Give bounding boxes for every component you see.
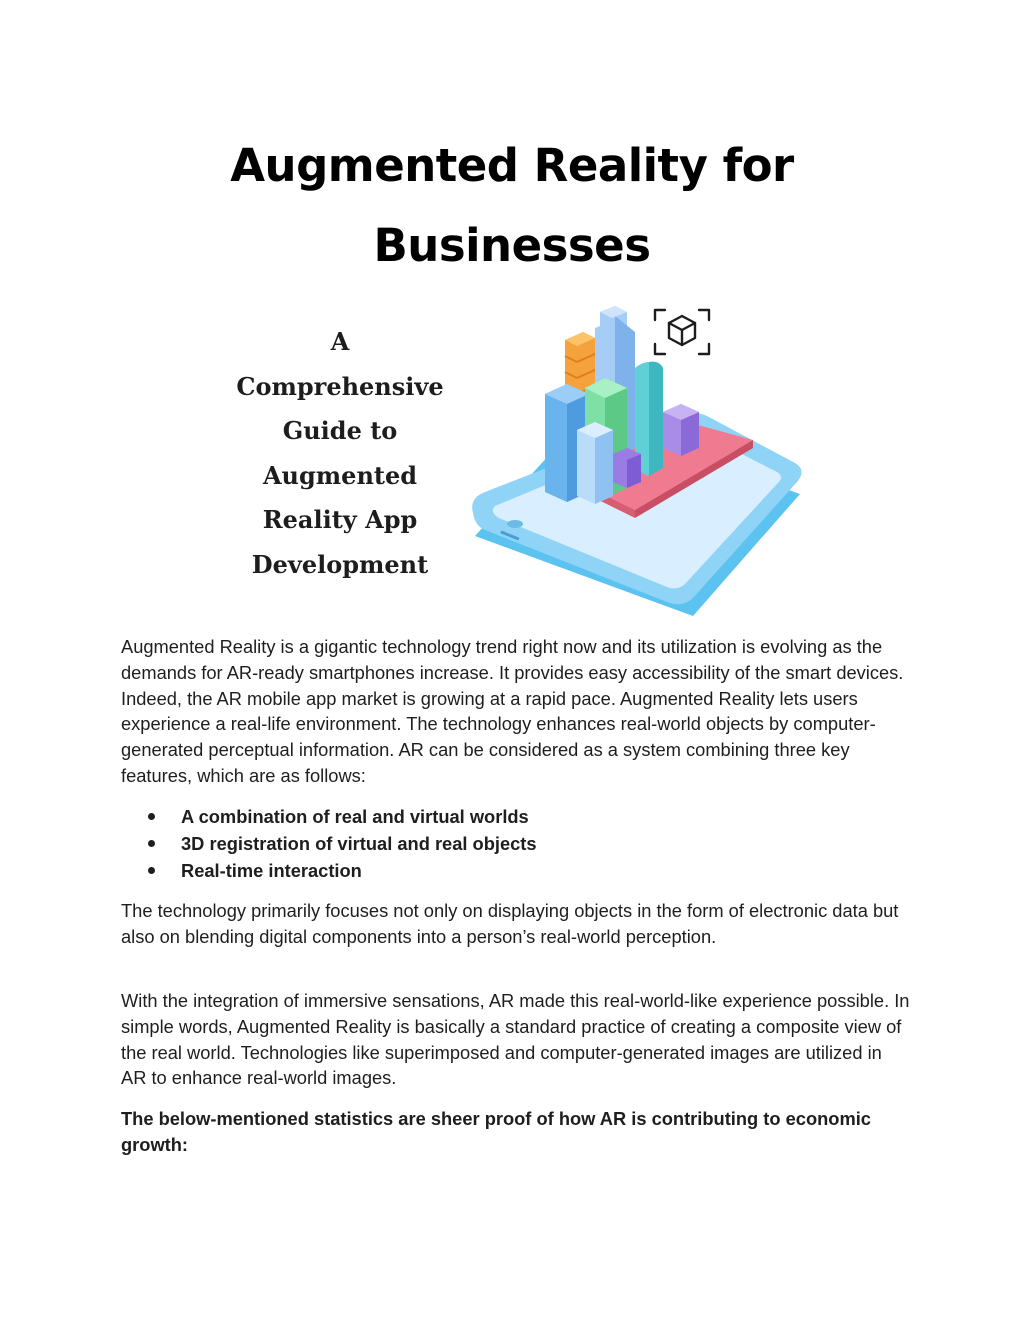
- page-title-line-1: Augmented Reality for: [230, 139, 794, 192]
- ar-cube-scan-icon: [655, 310, 709, 354]
- intro-paragraph: Augmented Reality is a gigantic technology trend right now and its utilization is evolving as the demands for AR-ready smartphones increase. It provides easy accessibility of the smart devices. Indeed, the AR mobile app market is growing at a rapid pace. Augmented Reality lets users experience a real-life environment. The technology enhances real-world objects by computer-generated perceptual information. AR can be considered as a system combining three key features, which are as follows:: [121, 636, 904, 786]
- page-title-line-2: Businesses: [373, 219, 651, 272]
- phone-home-button: [507, 520, 523, 528]
- feature-text: Real-time interaction: [181, 860, 362, 881]
- features-list: [121, 803, 911, 884]
- feature-text: 3D registration of virtual and real objects: [181, 833, 537, 854]
- bullet-icon: [148, 813, 155, 820]
- statistics-lead-paragraph: The below-mentioned statistics are sheer proof of how AR is contributing to economic growth:: [121, 1108, 871, 1155]
- hero-image: [200, 298, 820, 618]
- hero-caption-line: Augmented: [262, 460, 418, 490]
- integration-paragraph: With the integration of immersive sensations, AR made this real-world-like experience possible. In simple words, Augmented Reality is basically a standard practice of creating a composite view of the real world. Technologies like superimposed and computer-generated images are utilized in AR to enhance real-world images.: [121, 990, 910, 1089]
- focus-paragraph: The technology primarily focuses not only on displaying objects in the form of electronic data but also on blending digital components into a person’s real-world perception.: [121, 900, 899, 947]
- hero-caption-line: Guide to: [282, 416, 398, 445]
- list-item: [121, 830, 911, 857]
- hero-caption-line: Reality App: [262, 505, 418, 534]
- page-title: [0, 126, 1024, 286]
- bullet-icon: [148, 840, 155, 847]
- phone-city-illustration: [455, 298, 815, 618]
- hero-caption-line: Comprehensive: [236, 371, 444, 401]
- list-item: [121, 857, 911, 884]
- hero-caption: [210, 320, 470, 587]
- hero-caption-line: Development: [251, 549, 429, 579]
- hero-caption-line: A: [330, 327, 350, 356]
- list-item: [121, 803, 911, 830]
- bullet-icon: [148, 867, 155, 874]
- feature-text: A combination of real and virtual worlds: [181, 806, 529, 827]
